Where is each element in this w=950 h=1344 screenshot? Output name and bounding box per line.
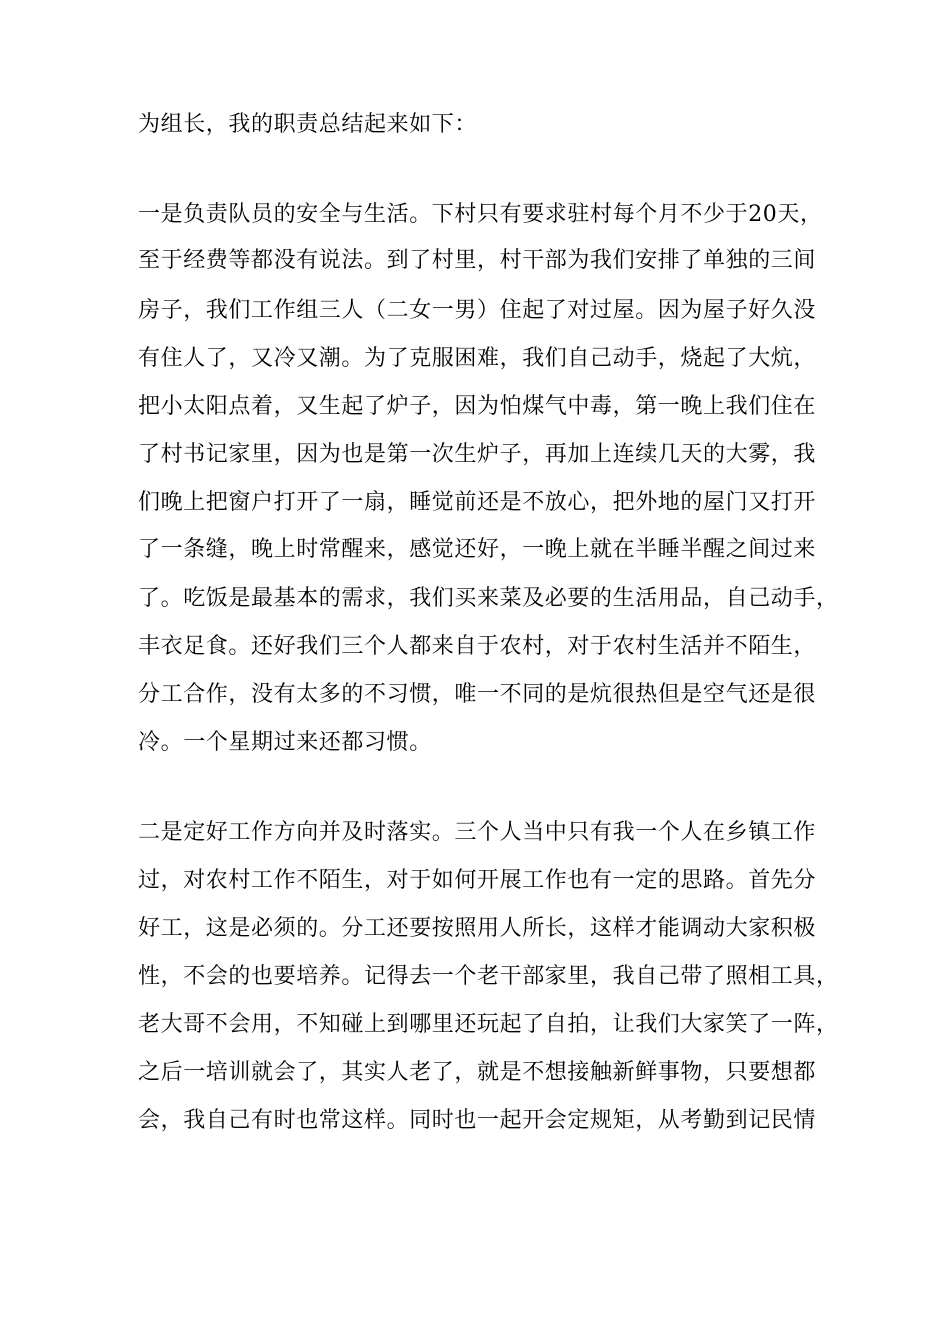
paragraph-line: 二是定好工作方向并及时落实。三个人当中只有我一个人在乡镇工作 bbox=[138, 820, 817, 845]
paragraph-line: 分工合作，没有太多的不习惯，唯一不同的是炕很热但是空气还是很 bbox=[138, 682, 817, 707]
intro-line: 为组长，我的职责总结起来如下： bbox=[138, 112, 478, 137]
paragraph-line: 了一条缝，晚上时常醒来，感觉还好，一晚上就在半睡半醒之间过来 bbox=[138, 537, 817, 562]
paragraph-line: 好工，这是必须的。分工还要按照用人所长，这样才能调动大家积极 bbox=[138, 916, 817, 941]
paragraph-line: 了。吃饭是最基本的需求，我们买来菜及必要的生活用品，自己动手， bbox=[138, 586, 839, 611]
paragraph-line: 一是负责队员的安全与生活。下村只有要求驻村每个月不少于20天， bbox=[138, 202, 823, 227]
paragraph-line: 过，对农村工作不陌生，对于如何开展工作也有一定的思路。首先分 bbox=[138, 868, 817, 893]
paragraph-line: 冷。一个星期过来还都习惯。 bbox=[138, 730, 432, 755]
paragraph-line: 老大哥不会用，不知碰上到哪里还玩起了自拍，让我们大家笑了一阵， bbox=[138, 1012, 839, 1037]
paragraph-line: 性，不会的也要培养。记得去一个老干部家里，我自己带了照相工具， bbox=[138, 964, 839, 989]
paragraph-line: 至于经费等都没有说法。到了村里，村干部为我们安排了单独的三间 bbox=[138, 248, 817, 273]
paragraph-line: 之后一培训就会了，其实人老了，就是不想接触新鲜事物，只要想都 bbox=[138, 1060, 817, 1085]
paragraph-line: 把小太阳点着，又生起了炉子，因为怕煤气中毒，第一晚上我们住在 bbox=[138, 394, 817, 419]
paragraph-line: 了村书记家里，因为也是第一次生炉子，再加上连续几天的大雾，我 bbox=[138, 442, 817, 467]
paragraph-line: 会，我自己有时也常这样。同时也一起开会定规矩，从考勤到记民情 bbox=[138, 1108, 817, 1133]
paragraph-line: 有住人了，又冷又潮。为了克服困难，我们自己动手，烧起了大炕， bbox=[138, 346, 817, 371]
paragraph-line: 丰衣足食。还好我们三个人都来自于农村，对于农村生活并不陌生， bbox=[138, 634, 817, 659]
paragraph-line: 们晚上把窗户打开了一扇，睡觉前还是不放心，把外地的屋门又打开 bbox=[138, 490, 817, 515]
paragraph-line: 房子，我们工作组三人（二女一男）住起了对过屋。因为屋子好久没 bbox=[138, 298, 817, 323]
